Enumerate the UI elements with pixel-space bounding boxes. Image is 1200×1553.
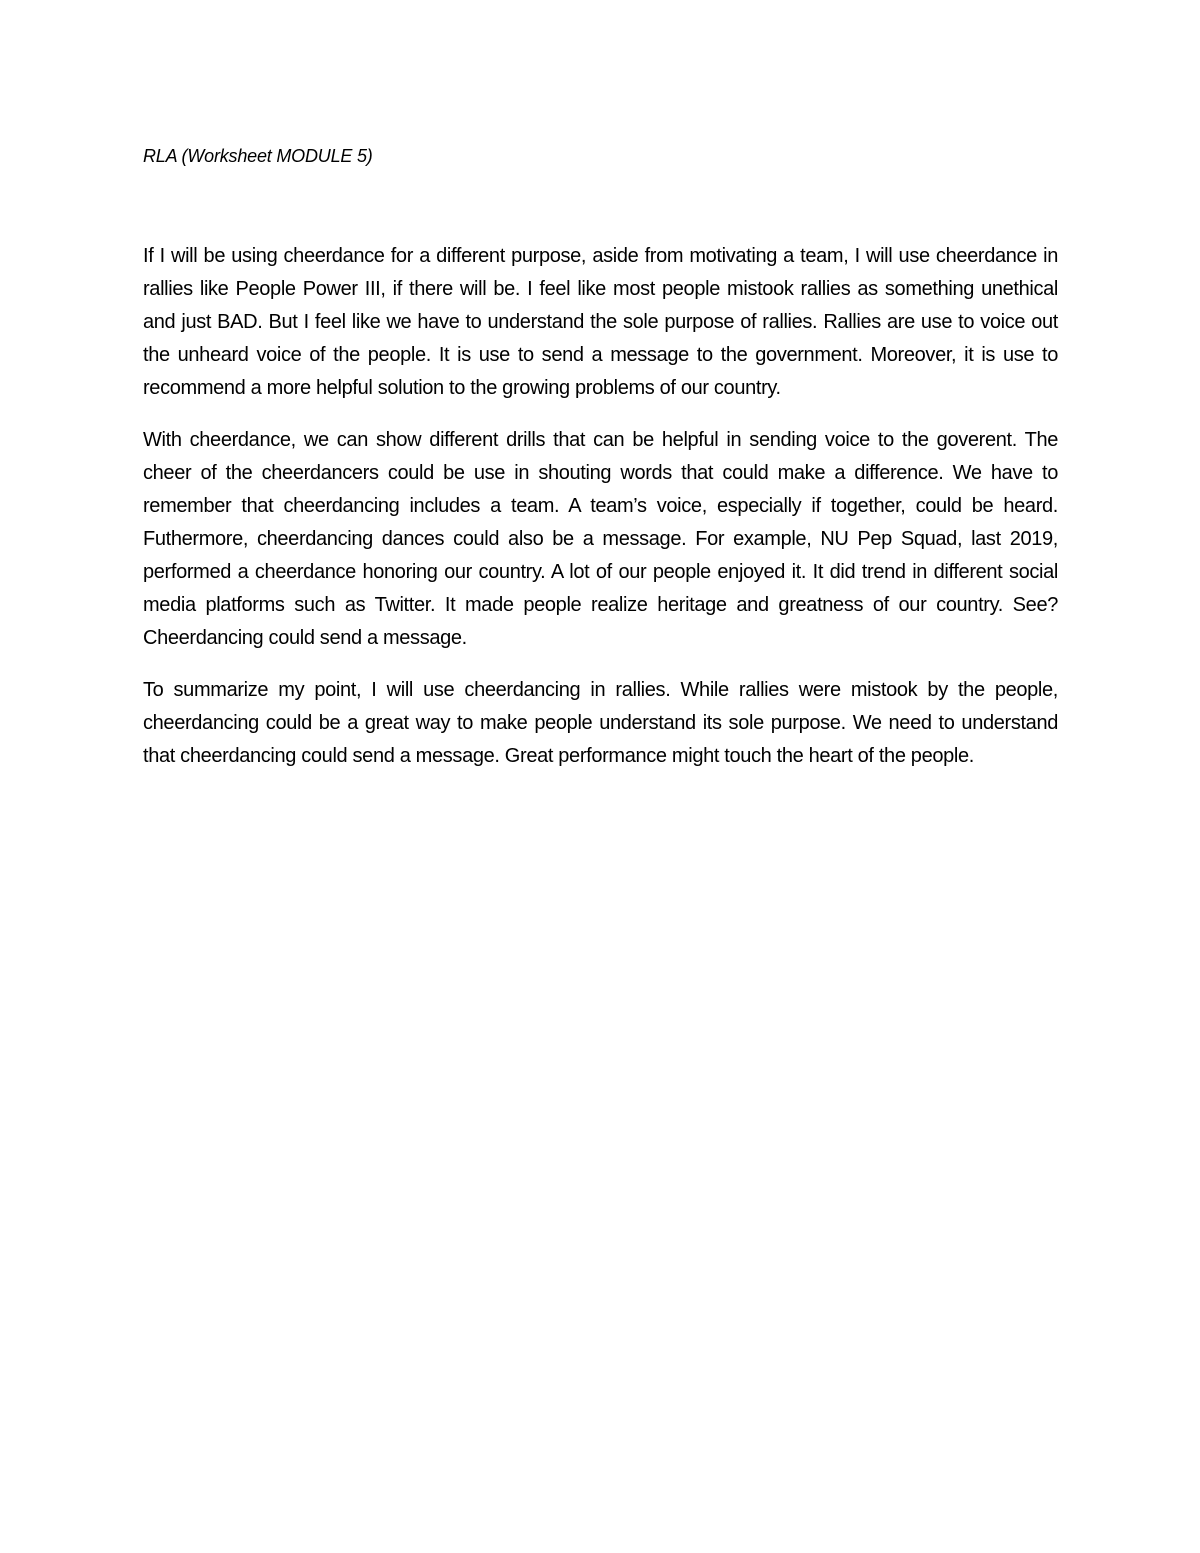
paragraph-1: If I will be using cheerdance for a different purpose, aside from motivating a team, I will use cheerdance in rallies like People Power III, if there will be. I feel like most people mistook rallies as something unethical and just BAD. But I feel like we have to understand the sole purpose of rallies. Rallies are use to voice out the unheard voice of the people. It is use to send a message to the government. Moreover, it is use to recommend a more helpful solution to the growing problems of our country. (143, 245, 1058, 399)
document-body (143, 240, 1058, 792)
paragraph-2: With cheerdance, we can show different drills that can be helpful in sending voice to the goverent. The cheer of the cheerdancers could be use in shouting words that could make a difference. We have to remember that cheerdancing includes a team. A team’s voice, especially if together, could be heard. Futhermore, cheerdancing dances could also be a message. For example, NU Pep Squad, last 2019, performed a cheerdance honoring our country. A lot of our people enjoyed it. It did trend in different social media platforms such as Twitter. It made people realize heritage and greatness of our country. See? Cheerdancing could send a message. (143, 429, 1058, 649)
paragraph-3: To summarize my point, I will use cheerdancing in rallies. While rallies were mistook by the people, cheerdancing could be a great way to make people understand its sole purpose. We need to understand that cheerdancing could send a message. Great performance might touch the heart of the people. (143, 679, 1058, 767)
document-heading: RLA (Worksheet MODULE 5) (143, 146, 373, 166)
